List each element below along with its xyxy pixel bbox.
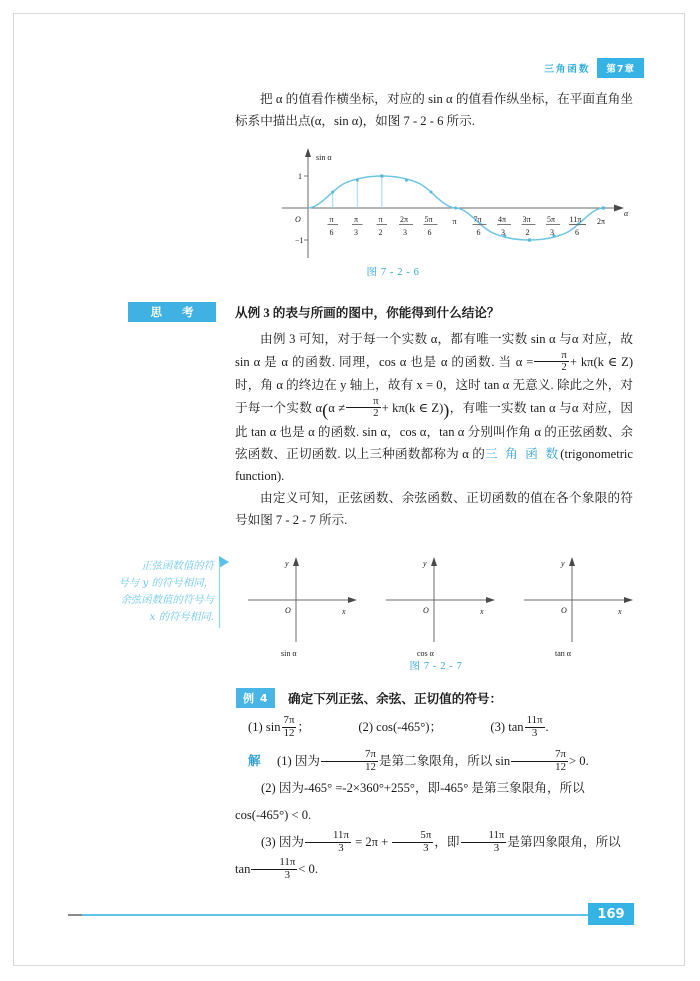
def-seg-5: ，有唯一实数 tan α 与α 对应，因此 tan α 也是 α 的函数. sin α，cos α，tan α 分别叫作角 α 的正弦函数、余弦函数、正切函数. 以上三种函数都称为 α 的 [235, 400, 633, 461]
x-tick-label [497, 215, 511, 237]
origin-label: O [295, 215, 301, 224]
s3-fraction-1 [305, 830, 351, 854]
y-axis-arrow [305, 148, 311, 157]
svg-text:3π: 3π [522, 215, 531, 224]
s1-suffix: > 0. [569, 754, 589, 768]
item3-fraction [525, 715, 545, 739]
quadrant-panel-tan [524, 557, 633, 658]
x-tick-label [399, 215, 413, 237]
svg-text:O: O [561, 606, 567, 615]
x-tick-label [546, 215, 560, 237]
page-number: 169 [588, 903, 634, 925]
svg-text:cos α: cos α [417, 649, 434, 658]
svg-text:6: 6 [575, 228, 579, 237]
svg-text:x: x [618, 607, 622, 616]
quadrant-panel-cos [386, 557, 495, 658]
svg-text:x: x [480, 607, 484, 616]
sign-paragraph: 由定义可知，正弦函数、余弦函数、正切函数的值在各个象限的符号如图 7 - 2 - 7 所示. [235, 490, 633, 527]
data-point [454, 207, 457, 210]
sikao-label: 思 考 [128, 302, 216, 322]
fraction-denominator: 12 [282, 727, 297, 739]
def-seg-4: + kπ(k ∈ Z) [381, 400, 444, 415]
fraction-denominator: 3 [251, 869, 297, 881]
solution-step-1 [235, 748, 633, 775]
svg-text:y: y [561, 559, 565, 568]
svg-text:5π: 5π [547, 215, 556, 224]
y-arrow-icon [293, 557, 299, 566]
svg-text:6: 6 [329, 228, 334, 237]
x-tick-label [569, 215, 586, 237]
data-point [601, 206, 605, 210]
svg-text:π: π [378, 215, 383, 224]
example4-item-1 [248, 714, 310, 740]
sikao-question: 从例 3 的表与所画的图中，你能得到什么结论？ [235, 306, 500, 320]
svg-text:π: π [452, 217, 457, 226]
page-header [544, 58, 644, 78]
figure1-ylabel: sin α [316, 153, 332, 162]
svg-text:2: 2 [378, 228, 383, 237]
header-chapter-badge: 第7章 [597, 58, 644, 78]
quadrant-panel-sin [248, 557, 357, 658]
fraction-denominator: 2 [534, 361, 568, 373]
fraction-numerator: 11π [526, 714, 543, 727]
s1-prefix: (1) 因为 [277, 754, 321, 768]
data-point [331, 191, 334, 194]
solution-tag: 解 [248, 754, 261, 768]
s1-fraction-b [511, 749, 568, 773]
s3-tan: tan [235, 862, 251, 876]
data-point [356, 179, 359, 182]
fraction-numerator: 11π [488, 829, 505, 842]
def-seg-3: α ≠ [328, 400, 346, 415]
x-tick-label [597, 217, 605, 226]
highlighted-term: 三 角 函 数 [485, 446, 561, 461]
margin-note-line: x 的符号相同. [149, 611, 214, 623]
svg-text:6: 6 [427, 228, 432, 237]
definition-paragraph [235, 328, 633, 487]
margin-note-bracket [218, 556, 232, 628]
svg-text:sin α: sin α [281, 649, 297, 658]
fraction-denominator: 12 [321, 761, 378, 773]
s3-comma: ，即 [434, 835, 460, 849]
s3-suffix: < 0. [298, 862, 318, 876]
def-seg-2: + kπ(k ∈ Z)时，角 α 的终边在 y 轴上，故有 x = 0，这时 tan α 无意义. 除此之外，对于每一个实数 α [235, 354, 634, 415]
fraction-denominator: 3 [392, 842, 433, 854]
svg-text:y: y [285, 559, 289, 568]
solution-step-2: (2) 因为-465° =-2×360°+255°，即-465° 是第三象限角，所以 cos(-465°) < 0. [235, 781, 585, 822]
figure1-xlabel: α [624, 209, 629, 218]
svg-text:5π: 5π [424, 215, 433, 224]
fraction-denominator: 3 [305, 842, 351, 854]
x-arrow-icon [486, 597, 495, 603]
close-paren: ) [443, 399, 450, 420]
fraction-pi-2 [534, 350, 568, 374]
def-seg-1: 由例 3 可知，对于每一个实数 α，都有唯一实数 sin α 与α 对应，故 sin α 是 α 的函数. 同理，cos α 也是 α 的函数. 当 α = [235, 332, 633, 369]
x-tick-label [453, 217, 457, 226]
fraction-numerator: 11π [333, 829, 349, 842]
s3-equals: = 2π + [355, 835, 389, 849]
fraction-numerator: 7π [283, 714, 295, 727]
margin-note-line: 号与 y 的符号相同， [118, 577, 214, 589]
item1-prefix: (1) sin [248, 720, 281, 734]
x-tick-label [522, 215, 536, 237]
fraction-denominator: 12 [511, 761, 568, 773]
s3-middle: 是第四象限角，所以 [507, 835, 621, 849]
data-point [528, 238, 532, 242]
example4-item-3 [490, 714, 548, 740]
s1-fraction-a [321, 749, 378, 773]
x-tick-label [328, 215, 339, 237]
svg-text:π: π [329, 215, 334, 224]
svg-text:3: 3 [403, 228, 407, 237]
svg-text:3: 3 [354, 228, 358, 237]
example4-items [248, 714, 638, 740]
svg-text:2π: 2π [597, 217, 606, 226]
x-arrow-icon [624, 597, 633, 603]
svg-text:y: y [423, 559, 427, 568]
fraction-denominator: 3 [525, 727, 545, 739]
x-tick-label [377, 215, 388, 237]
svg-text:11π: 11π [569, 215, 582, 224]
svg-text:tan α: tan α [555, 649, 571, 658]
svg-text:3: 3 [550, 228, 554, 237]
svg-text:x: x [342, 607, 346, 616]
example4-tag: 例 4 [236, 688, 275, 708]
item3-suffix: . [545, 720, 549, 734]
fraction-numerator: 7π [365, 748, 376, 761]
fraction-numerator: 7π [555, 748, 567, 761]
s3-prefix: (3) 因为 [261, 835, 305, 849]
data-point [380, 174, 384, 178]
data-point [405, 179, 408, 182]
figure1-caption: 图 7 - 2 - 6 [366, 267, 420, 278]
svg-text:6: 6 [476, 228, 481, 237]
intro-block [235, 88, 633, 132]
footer-rule [68, 914, 588, 916]
body-block [235, 328, 633, 531]
svg-text:7π: 7π [473, 215, 482, 224]
s3-fraction-4 [251, 857, 297, 881]
x-tick-label [473, 215, 487, 237]
def-seg-6: (trigonometric function). [235, 446, 633, 483]
margin-note-line: 余弦函数值的符号与 [120, 594, 214, 606]
x-arrow-icon [348, 597, 357, 603]
s1-middle: 是第二象限角，所以 sin [378, 754, 511, 768]
footer-rule-cap [68, 914, 82, 916]
item3-prefix: (3) tan [490, 720, 524, 734]
header-unit-title: 三角函数 [544, 64, 591, 75]
fraction-denominator: 3 [461, 842, 507, 854]
svg-text:3: 3 [501, 228, 505, 237]
note-arrow-icon [219, 556, 229, 568]
margin-note [78, 558, 214, 626]
y-tick-label-1: 1 [298, 172, 302, 181]
fraction-numerator: π [561, 349, 567, 361]
open-paren: ( [322, 399, 329, 420]
svg-text:2π: 2π [400, 215, 409, 224]
svg-text:π: π [354, 215, 359, 224]
example4-title: 确定下列正弦、余弦、正切值的符号： [288, 692, 503, 706]
svg-text:4π: 4π [498, 215, 507, 224]
y-tick-label-neg1: −1 [295, 236, 304, 245]
y-arrow-icon [569, 557, 575, 566]
svg-text:2: 2 [525, 228, 530, 237]
item1-suffix: ； [297, 720, 311, 734]
fraction-denominator: 2 [346, 407, 380, 419]
solution-body [235, 748, 633, 883]
intro-paragraph: 把 α 的值看作横坐标，对应的 sin α 的值看作纵坐标，在平面直角坐标系中描出点(α，sin α)，如图 7 - 2 - 6 所示. [235, 92, 633, 128]
margin-note-line: 正弦函数值的符 [141, 560, 214, 572]
svg-text:O: O [423, 606, 429, 615]
figure-quadrant-signs [238, 552, 634, 660]
fraction-numerator: π [373, 394, 379, 407]
svg-text:O: O [285, 606, 291, 615]
data-point [430, 191, 433, 194]
fraction-numerator: 11π [279, 856, 296, 869]
fraction-pi-2-b [346, 396, 380, 420]
item1-fraction [282, 715, 297, 739]
solution-step-3 [235, 829, 633, 883]
fraction-numerator: 5π [420, 829, 432, 842]
figure-sine-curve [268, 146, 636, 266]
x-axis-arrow [614, 205, 624, 212]
s3-fraction-3 [461, 830, 507, 854]
example4-item-2: (2) cos(-465°)； [358, 720, 443, 734]
y-arrow-icon [431, 557, 437, 566]
x-tick-label [424, 215, 438, 237]
figure2-caption: 图 7 - 2 - 7 [409, 661, 463, 672]
s3-fraction-2 [392, 830, 433, 854]
x-tick-label [352, 215, 363, 237]
